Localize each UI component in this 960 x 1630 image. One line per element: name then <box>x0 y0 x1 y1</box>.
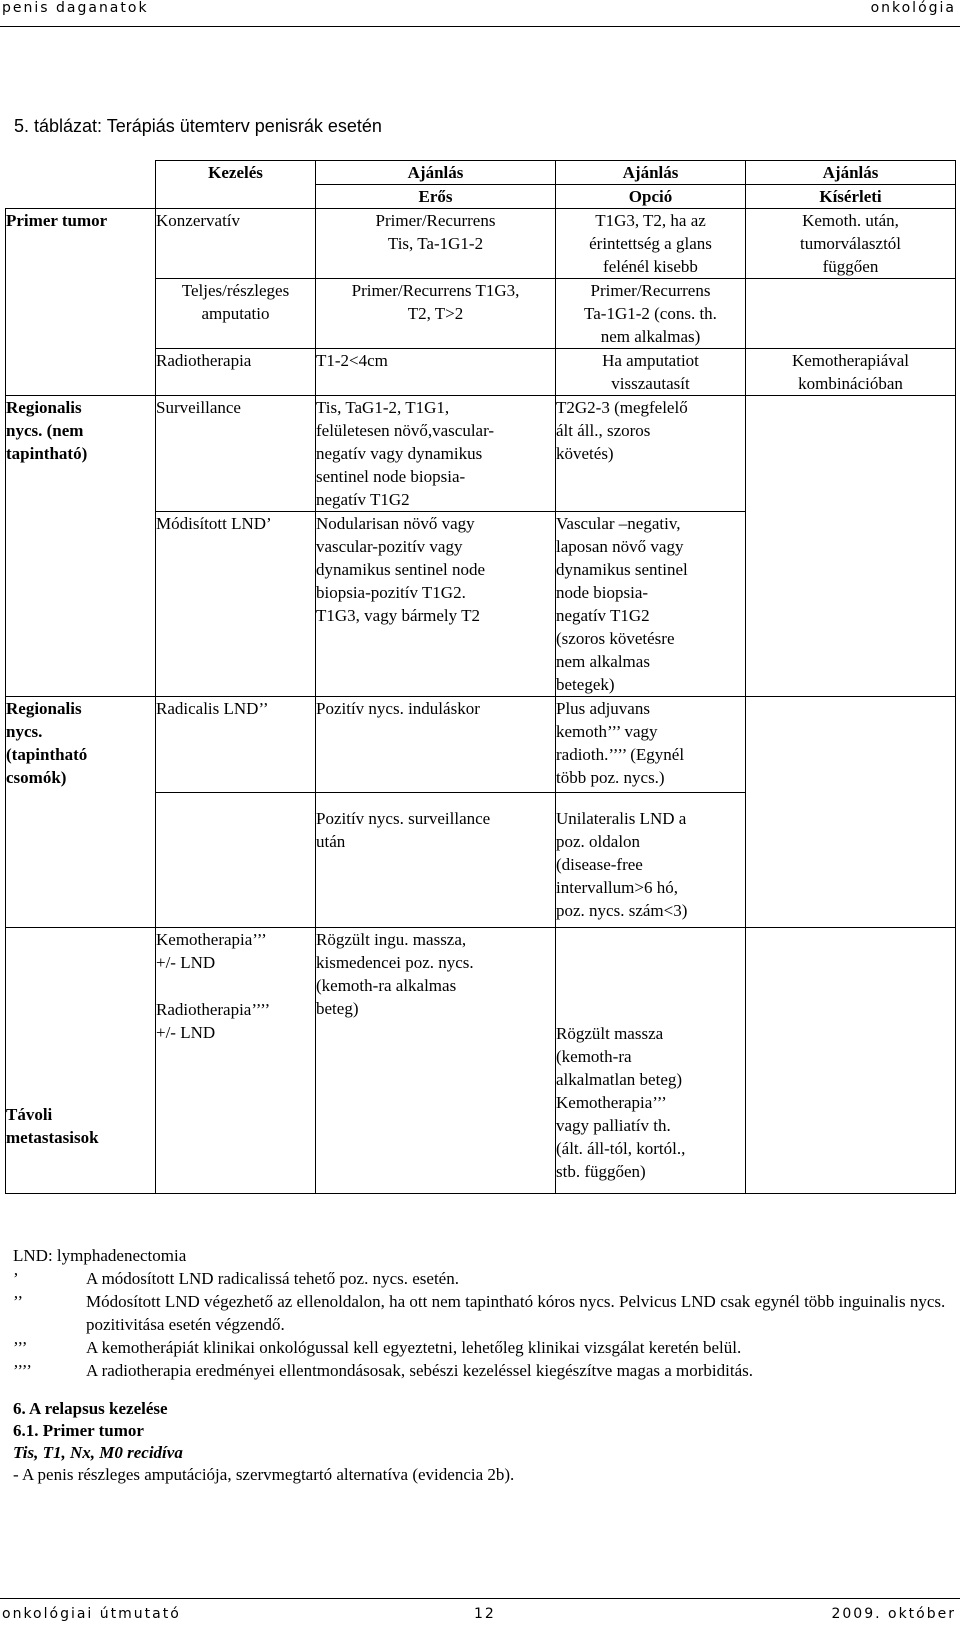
footnotes <box>13 1244 948 1382</box>
table-row <box>6 928 956 1194</box>
cell-line: radioth.’’’’ (Egynél <box>556 745 685 764</box>
cell-line: Nodularisan növő vagy <box>316 514 475 533</box>
cell-line: tapintható) <box>6 444 88 463</box>
therapy-table <box>5 160 956 1194</box>
cell-radicalis-lnd: Radicalis LND’’ <box>156 699 269 718</box>
cell-line: stb. függően) <box>556 1162 646 1181</box>
cell-line: poz. oldalon <box>556 832 641 852</box>
footnote-mark: ’ <box>13 1269 19 1288</box>
cell-line: node biopsia- <box>556 583 649 602</box>
cell-line: +/- LND <box>156 953 216 972</box>
cell-line: betegek) <box>556 675 615 694</box>
section-heading: 6. A relapsus kezelése <box>13 1399 168 1418</box>
cell-line: Tis, Ta-1G1-2 <box>387 234 484 253</box>
cell-line: dynamikus sentinel node <box>316 560 486 579</box>
cell-line: (ált. áll-tól, kortól., <box>556 1139 686 1158</box>
footnote-2 <box>13 1290 948 1336</box>
cell-line: amputatio <box>201 304 270 323</box>
cell-surveillance: Surveillance <box>156 398 241 417</box>
section-paragraph: - A penis részleges amputációja, szervmegtartó alternatíva (evidencia 2b). <box>13 1465 515 1484</box>
cell-line: Vascular –negativ, <box>556 514 681 533</box>
cell-line: csomók) <box>6 768 67 787</box>
cell-pozitiv-nycs: Pozitív nycs. induláskor <box>316 699 480 718</box>
cell-line: (kemoth-ra <box>556 1047 632 1066</box>
cell-line: kemoth’’’ vagy <box>556 722 658 741</box>
footer-right: 2009. október <box>831 1606 956 1622</box>
cell-line: Kemotherapia’’’ <box>556 1093 667 1112</box>
cell-konzervativ: Konzervatív <box>156 211 241 230</box>
footer-left: onkológiai útmutató <box>2 1606 181 1622</box>
header-kezeles: Kezelés <box>208 163 263 182</box>
footnote-mark: ’’ <box>13 1292 24 1311</box>
header-eros: Erős <box>418 187 453 206</box>
cell-line: (disease-free <box>556 855 643 875</box>
footnote-mark: ’’’ <box>13 1338 28 1357</box>
header-rule <box>0 26 960 27</box>
subsection-heading: 6.1. Primer tumor <box>13 1421 144 1440</box>
cell-line: T1G3, vagy bármely T2 <box>316 606 480 625</box>
cell-line: ált áll., szoros <box>556 421 651 440</box>
cell-line: Regionalis <box>6 398 82 417</box>
cell-radiotherapia: Radiotherapia <box>156 351 252 370</box>
cell-line: érintettség a glans <box>589 234 712 253</box>
cell-line: több poz. nycs.) <box>556 768 665 787</box>
lnd-abbreviation: LND: lymphadenectomia <box>13 1246 187 1265</box>
cell-line: metastasisok <box>6 1128 99 1147</box>
cell-line: Kemotherapiával <box>791 351 910 370</box>
cell-line: Kemotherapia’’’ <box>156 930 267 949</box>
cell-line: T2, T>2 <box>407 304 464 323</box>
cell-line: Primer/Recurrens <box>375 211 496 230</box>
cell-line: nycs. <box>6 722 43 741</box>
cell-line: nem alkalmas) <box>600 327 701 346</box>
cell-modositott-lnd: Módisított LND’ <box>156 514 272 533</box>
cell-line: sentinel node biopsia- <box>316 467 466 486</box>
cell-line: vascular-pozitív vagy <box>316 537 463 556</box>
footnote-text: A kemotherápiát klinikai onkológussal kell egyeztetni, lehetőleg klinikai vizsgálat keretén belül. <box>86 1338 742 1357</box>
cell-line: Teljes/részleges <box>181 281 290 300</box>
cell-line: Radiotherapia’’’’ <box>156 1000 271 1019</box>
cell-line: +/- LND <box>156 1023 216 1042</box>
cell-line: negatív T1G2 <box>316 490 410 509</box>
table-caption: 5. táblázat: Terápiás ütemterv penisrák esetén <box>14 116 382 136</box>
header-right: onkológia <box>870 0 956 16</box>
header-ajanlas-3: Ajánlás <box>822 163 879 182</box>
cell-line: Unilateralis LND a <box>556 809 687 829</box>
cell-line: Pozitív nycs. surveillance <box>316 809 491 829</box>
cell-line: kombinációban <box>798 374 903 393</box>
table-row <box>6 697 956 793</box>
cell-line: visszautasít <box>611 374 690 393</box>
section-relapsus <box>13 1398 514 1486</box>
header-opcio: Opció <box>628 187 673 206</box>
cell-line: beteg) <box>316 999 359 1018</box>
cell-line: vagy palliatív th. <box>556 1116 671 1135</box>
cell-line: tumorválasztól <box>799 234 902 253</box>
footnote-mark: ’’’’ <box>13 1361 32 1380</box>
table-row <box>6 209 956 279</box>
cell-line: poz. nycs. szám<3) <box>556 901 688 921</box>
row-label-primer: Primer tumor <box>6 211 108 230</box>
table-header-row <box>6 161 956 185</box>
cell-line: függően <box>822 257 879 276</box>
cell-line: dynamikus sentinel <box>556 560 688 579</box>
footnote-3 <box>13 1336 948 1359</box>
cell-line: alkalmatlan beteg) <box>556 1070 683 1089</box>
footnote-text: A radiotherapia eredményei ellentmondásosak, sebészi kezeléssel kiegészítve magas a morbiditás. <box>86 1361 754 1380</box>
cell-line: kismedencei poz. nycs. <box>316 953 474 972</box>
cell-line: Kemoth. után, <box>802 211 899 230</box>
cell-line: nycs. (nem <box>6 421 84 440</box>
header-ajanlas-1: Ajánlás <box>407 163 464 182</box>
cell-t1-2: T1-2<4cm <box>316 351 388 370</box>
cell-line: Regionalis <box>6 699 82 718</box>
cell-line: után <box>316 832 346 852</box>
cell-line: (kemoth-ra alkalmas <box>316 976 457 995</box>
cell-line: felénél kisebb <box>603 257 698 276</box>
page-number: 12 <box>474 1606 496 1622</box>
footnote-1 <box>13 1267 948 1290</box>
cell-line: Plus adjuvans <box>556 699 650 718</box>
footnote-4 <box>13 1359 948 1382</box>
cell-line: T1G3, T2, ha az <box>595 211 706 230</box>
header-ajanlas-2: Ajánlás <box>622 163 679 182</box>
cell-line: negatív T1G2 <box>556 606 650 625</box>
cell-line: laposan növő vagy <box>556 537 684 556</box>
cell-line: Rögzült ingu. massza, <box>316 930 467 949</box>
cell-line: (tapintható <box>6 745 88 764</box>
footnote-text: A módosított LND radicalissá tehető poz. nycs. esetén. <box>86 1269 459 1288</box>
cell-line: felületesen növő,vascular- <box>316 421 495 440</box>
cell-line: Ta-1G1-2 (cons. th. <box>584 304 717 323</box>
cell-line: követés) <box>556 444 614 463</box>
cell-line: Primer/Recurrens T1G3, <box>351 281 520 300</box>
cell-line: Ha amputatiot <box>602 351 699 370</box>
table-row <box>6 396 956 512</box>
cell-line: negatív vagy dynamikus <box>316 444 483 463</box>
cell-line: Távoli <box>6 1105 53 1124</box>
cell-line: Rögzült massza <box>556 1024 664 1043</box>
cell-line: Primer/Recurrens <box>590 281 711 300</box>
subsubsection-heading: Tis, T1, Nx, M0 recidíva <box>13 1443 183 1462</box>
header-left: penis daganatok <box>2 0 149 16</box>
cell-line: Tis, TaG1-2, T1G1, <box>316 398 450 417</box>
cell-line: biopsia-pozitív T1G2. <box>316 583 466 602</box>
footnote-text: Módosított LND végezhető az ellenoldalon, ha ott nem tapintható kóros nycs. Pelvicus LND csak egynél több inguinalis nycs. pozitivitása esetén végzendő. <box>86 1292 946 1334</box>
cell-line: (szoros követésre <box>556 629 675 648</box>
cell-line: T2G2-3 (megfelelő <box>556 398 688 417</box>
cell-line: nem alkalmas <box>556 652 650 671</box>
header-kiserleti: Kísérleti <box>819 187 882 206</box>
cell-line: intervallum>6 hó, <box>556 878 678 898</box>
footer-rule <box>0 1598 960 1599</box>
